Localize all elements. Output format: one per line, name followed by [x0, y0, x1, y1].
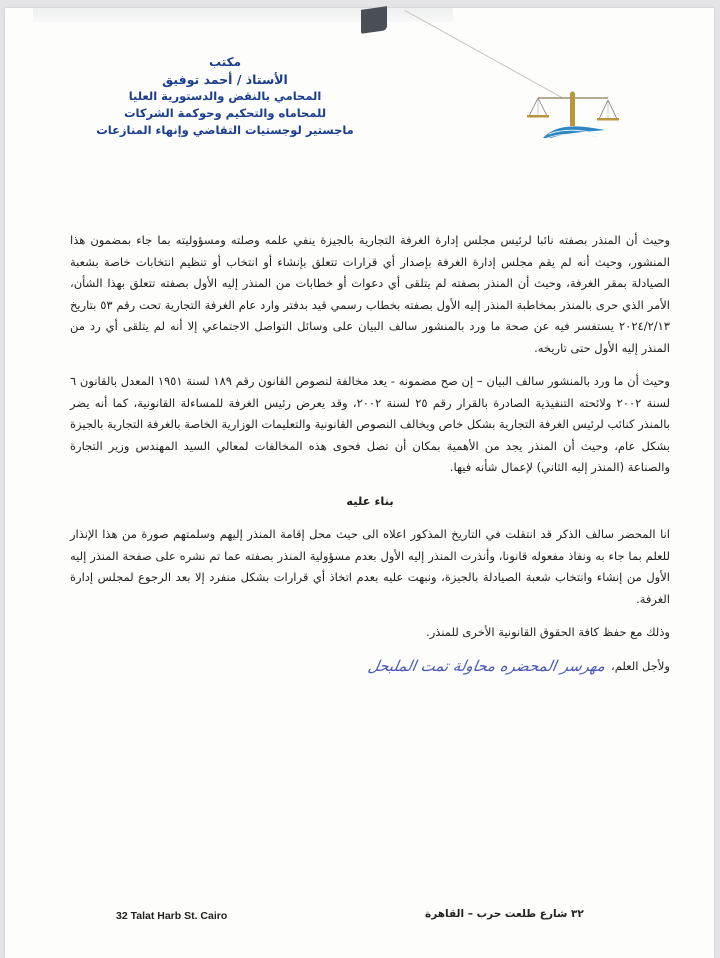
paragraph-1: وحيث أن المنذر بصفته نائبا لرئيس مجلس إدارة الغرفة التجارية بالجيزة ينفي علمه وصلته ومسؤوليته بما جاء بمضمون هذا المنشور، وحيث أنه لم يقم مجلس إدارة الغرفة بإصدار أي قرارات تتعلق بإنشاء أو انتخاب أو تنظيم انتخابات خاصة بشعبة الصيادلة بمقر الغرفة، وحيث أن المنذر بصفته لم يتلقى أي دعوات أو خطابات من المنذر إليه الأول بصفته تتعلق بهذا الشأن، الأمر الذي حرى بالمنذر بمخاطبة المنذر إليه الأول بصفته بخطاب رسمي قيد بدفتر وارد عام الغرفة التجارية تحت رقم ٥٣ بتاريخ ٢٠٢٤/٢/١٣ يستفسر فيه عن صحة ما ورد بالمنشور سالف البيان على وسائل التواصل الاجتماعي إلا أنه لم يتلقى أي رد من المنذر إليه الأول حتى تاريخه.: [70, 233, 670, 355]
letterhead-degree: ماجستير لوجستيات التقاضي وإنهاء المنازعات: [96, 123, 354, 137]
section-heading: بناء عليه: [346, 493, 394, 508]
document-page: [5, 8, 714, 958]
signature-row: [70, 656, 670, 678]
scan-edge: [33, 8, 453, 22]
footer-address-ar: ٣٢ شارع طلعت حرب – القاهرة: [425, 908, 584, 920]
letterhead: [75, 54, 375, 139]
scales-of-justice-icon: [523, 88, 623, 148]
closing-rights: وذلك مع حفظ كافة الحقوق القانونية الأخرى للمنذر.: [426, 625, 670, 639]
letterhead-name: الأستاذ / أحمد توفيق: [162, 72, 288, 87]
paragraph-2: وحيث أن ما ورد بالمنشور سالف البيان – إن صح مضمونه - يعد مخالفة لنصوص القانون رقم ١٨٩ لسنة ١٩٥١ المعدل بالقانون ٦ لسنة ٢٠٠٢ ولائحته التنفيذية الصادرة بالقرار رقم ٢٥ لسنة ٢٠٠٢، وقد يعرض رئيس الغرفة للمساءلة القانونية، كما أنه يضر بالمنذر كنائب لرئيس الغرفة التجارية بشكل خاص ويخالف النصوص القانونية والتعليمات الوزارية الخاصة بالغرفة التجارية بالجيزة بشكل عام، وحيث أن المنذر يجد من الأهمية بمكان أن تصل فحوى هذه المخالفات لمعالي السيد المهندس وزير التجارة والصناعة (المنذر إليه الثاني) لإعمال شأنه فيها.: [70, 374, 670, 474]
footer-address-en: 32 Talat Harb St. Cairo: [116, 910, 228, 922]
page-fold-line: [405, 10, 563, 98]
letter-body: [70, 230, 670, 677]
paper-clip: [361, 6, 387, 34]
conclusion-paragraph: انا المحضر سالف الذكر قد انتقلت في التاريخ المذكور اعلاه الى حيث محل إقامة المنذر إليهم وسلمتهم صورة من هذا الإنذار للعلم بما جاء به ونفاذ مفعوله قانونا، وأنذرت المنذر إليه الأول بعدم مسؤولية المنذر بصفته عما تم نشره على صفحة المنذر إليه الأول من إنشاء وانتخاب شعبة الصيادلة بالجيزة، ونبهت عليه بعدم اتخاذ أي قرارات بشكل منفرد إلا بعد الرجوع لمجلس إدارة الغرفة.: [70, 527, 670, 606]
letterhead-title: المحامي بالنقض والدستورية العليا: [128, 89, 322, 103]
closing-sign-prefix: ولأجل العلم،: [610, 658, 670, 673]
letterhead-office: مكتب: [208, 55, 241, 69]
letterhead-practice: للمحاماه والتحكيم وحوكمة الشركات: [123, 106, 327, 120]
handwritten-signature: مهرسر المحضره محاولة تمت الملبحل: [366, 656, 607, 675]
